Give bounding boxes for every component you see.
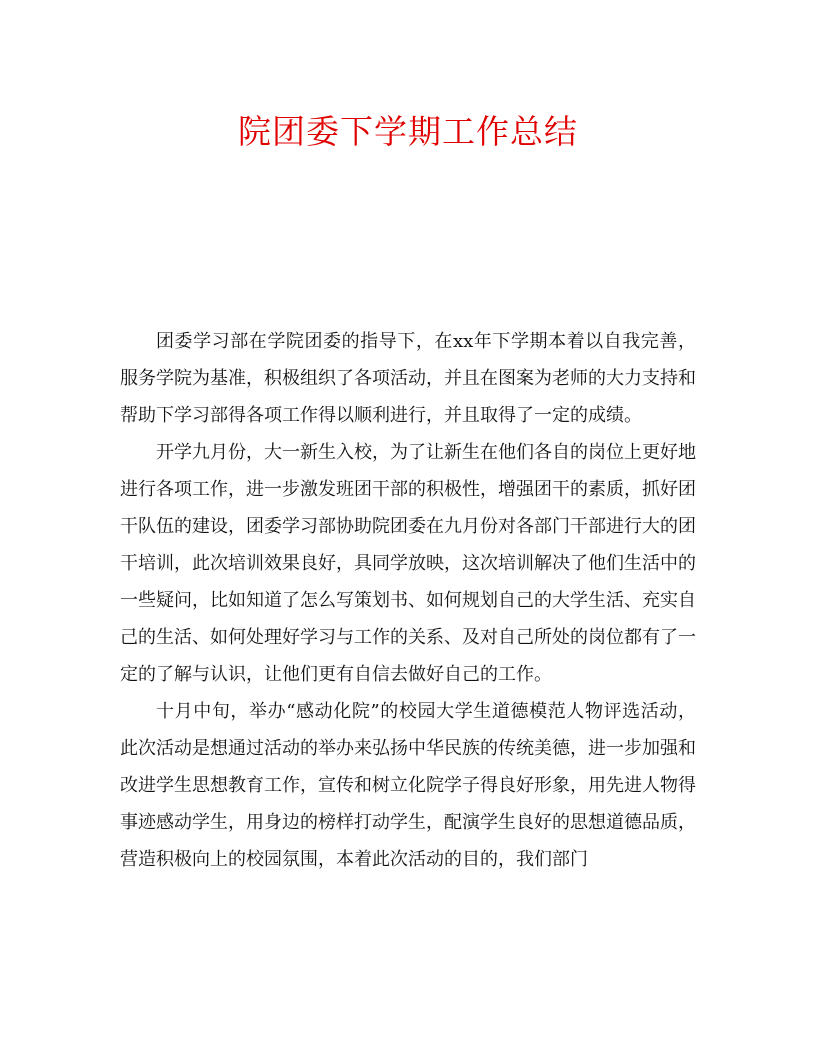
- paragraph-3: 十月中旬，举办“感动化院”的校园大学生道德模范人物评选活动，此次活动是想通过活动的举办来弘扬中华民族的传统美德，进一步加强和改进学生思想教育工作，宣传和树立化院学子得良好形象，用先进人物得事迹感动学生，用身边的榜样打动学生，配演学生良好的思想道德品质，营造积极向上的校园氛围，本着此次活动的目的，我们部门: [120, 701, 696, 870]
- document-title: 院团委下学期工作总结: [238, 112, 578, 151]
- document-body: [120, 323, 696, 878]
- paragraph-2: 开学九月份，大一新生入校，为了让新生在他们各自的岗位上更好地进行各项工作，进一步激发班团干部的积极性，增强团干的素质，抓好团干队伍的建设，团委学习部协助院团委在九月份对各部门干部进行大的团干培训，此次培训效果良好，具同学放映，这次培训解决了他们生活中的一些疑问，比如知道了怎么写策划书、如何规划自己的大学生活、充实自己的生活、如何处理好学习与工作的关系、及对自己所处的岗位都有了一定的了解与认识，让他们更有自信去做好自己的工作。: [120, 442, 696, 685]
- paragraph-1: 团委学习部在学院团委的指导下，在xx年下学期本着以自我完善，服务学院为基准，积极组织了各项活动，并且在图案为老师的大力支持和帮助下学习部得各项工作得以顺利进行，并且取得了一定的成绩。: [120, 331, 696, 426]
